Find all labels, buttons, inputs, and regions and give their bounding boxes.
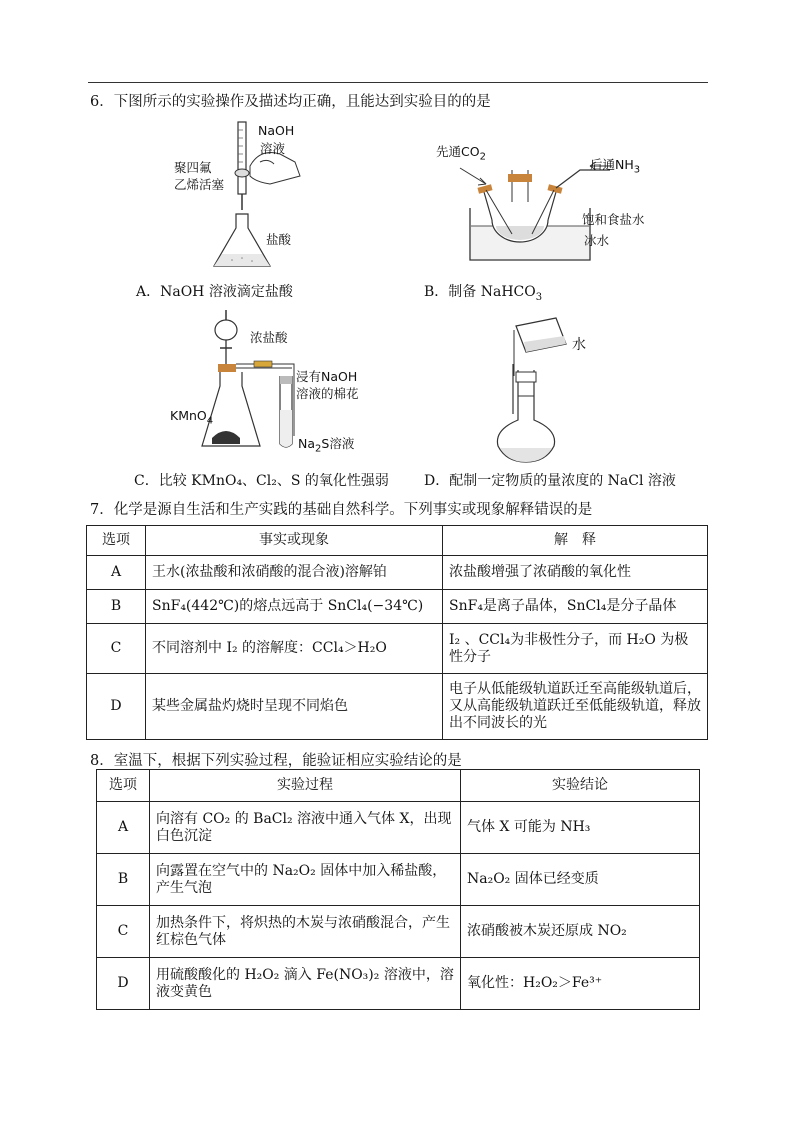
row-option: C <box>87 624 146 674</box>
table-header-row <box>97 770 700 802</box>
header-option: 选项 <box>97 770 150 802</box>
question-8-table <box>96 769 700 1010</box>
row-option: C <box>97 906 150 958</box>
table-header-row <box>87 526 708 556</box>
row-option: D <box>97 958 150 1010</box>
label-cotton-line2: 溶液的棉花 <box>296 386 359 401</box>
row-conclusion: 浓硝酸被木炭还原成 NO₂ <box>461 906 700 958</box>
question-6-title: 6．下图所示的实验操作及描述均正确，且能达到实验目的的是 <box>90 94 491 110</box>
figure-a-titration <box>160 118 320 278</box>
row-explanation: 浓盐酸增强了浓硝酸的氧化性 <box>443 556 708 590</box>
row-option: D <box>87 674 146 740</box>
label-ice-water: 冰水 <box>584 233 610 248</box>
label-kmno4: KMnO$_4$ <box>170 408 214 427</box>
label-saturated-brine: 饱和食盐水 <box>582 212 645 227</box>
label-na2s: $Na_2S$溶液 <box>298 436 355 455</box>
row-procedure: 向溶有 CO₂ 的 BaCl₂ 溶液中通入气体 X，出现白色沉淀 <box>150 802 461 854</box>
row-fact: 某些金属盐灼烧时呈现不同焰色 <box>146 674 443 740</box>
question-7-table <box>86 525 708 740</box>
caption-a: A．NaOH 溶液滴定盐酸 <box>136 284 293 300</box>
row-option: A <box>97 802 150 854</box>
top-rule <box>88 82 708 83</box>
header-explanation: 解 释 <box>443 526 708 556</box>
question-7-title: 7．化学是源自生活和生产实践的基础自然科学。下列事实或现象解释错误的是 <box>90 502 593 518</box>
row-option: B <box>97 854 150 906</box>
header-fact: 事实或现象 <box>146 526 443 556</box>
label-nh3-later: 后通$NH_3$ <box>590 157 641 176</box>
table-row <box>97 906 700 958</box>
row-procedure: 向露置在空气中的 Na₂O₂ 固体中加入稀盐酸，产生气泡 <box>150 854 461 906</box>
table-row <box>97 958 700 1010</box>
row-conclusion: Na₂O₂ 固体已经变质 <box>461 854 700 906</box>
row-explanation: I₂ 、CCl₄为非极性分子，而 H₂O 为极性分子 <box>443 624 708 674</box>
label-naoh: NaOH <box>258 123 295 138</box>
label-ptfe: 聚四氟 <box>174 160 212 175</box>
row-fact: SnF₄(442℃)的熔点远高于 SnCl₄(−34℃) <box>146 590 443 624</box>
caption-d: D．配制一定物质的量浓度的 NaCl 溶液 <box>424 473 676 489</box>
row-option: B <box>87 590 146 624</box>
table-row <box>87 674 708 740</box>
row-option: A <box>87 556 146 590</box>
label-stopcock: 乙烯活塞 <box>174 177 225 192</box>
row-explanation: 电子从低能级轨道跃迁至高能级轨道后，又从高能级轨道跃迁至低能级轨道，释放出不同波长的光 <box>443 674 708 740</box>
row-conclusion: 气体 X 可能为 NH₃ <box>461 802 700 854</box>
table-row <box>87 590 708 624</box>
header-option: 选项 <box>87 526 146 556</box>
header-conclusion: 实验结论 <box>461 770 700 802</box>
label-conc-hcl: 浓盐酸 <box>250 330 288 345</box>
label-solution: 溶液 <box>260 141 286 156</box>
label-co2-first: 先通$CO_2$ <box>436 144 486 163</box>
label-hcl: 盐酸 <box>266 232 292 247</box>
header-procedure: 实验过程 <box>150 770 461 802</box>
row-procedure: 用硫酸酸化的 H₂O₂ 滴入 Fe(NO₃)₂ 溶液中，溶液变黄色 <box>150 958 461 1010</box>
table-row <box>97 802 700 854</box>
label-water: 水 <box>572 337 586 353</box>
table-row <box>87 624 708 674</box>
row-fact: 王水(浓盐酸和浓硝酸的混合液)溶解铂 <box>146 556 443 590</box>
caption-b: B．制备 NaHCO$_3$ <box>424 284 543 303</box>
row-explanation: SnF₄是离子晶体，SnCl₄是分子晶体 <box>443 590 708 624</box>
row-fact: 不同溶剂中 I₂ 的溶解度：CCl₄＞H₂O <box>146 624 443 674</box>
label-cotton-line1: 浸有NaOH <box>296 369 358 384</box>
caption-c: C．比较 KMnO₄、Cl₂、S 的氧化性强弱 <box>134 473 389 489</box>
table-row <box>97 854 700 906</box>
question-8-title: 8．室温下，根据下列实验过程，能验证相应实验结论的是 <box>90 753 462 769</box>
row-conclusion: 氧化性：H₂O₂＞Fe³⁺ <box>461 958 700 1010</box>
table-row <box>87 556 708 590</box>
row-procedure: 加热条件下，将炽热的木炭与浓硝酸混合，产生红棕色气体 <box>150 906 461 958</box>
